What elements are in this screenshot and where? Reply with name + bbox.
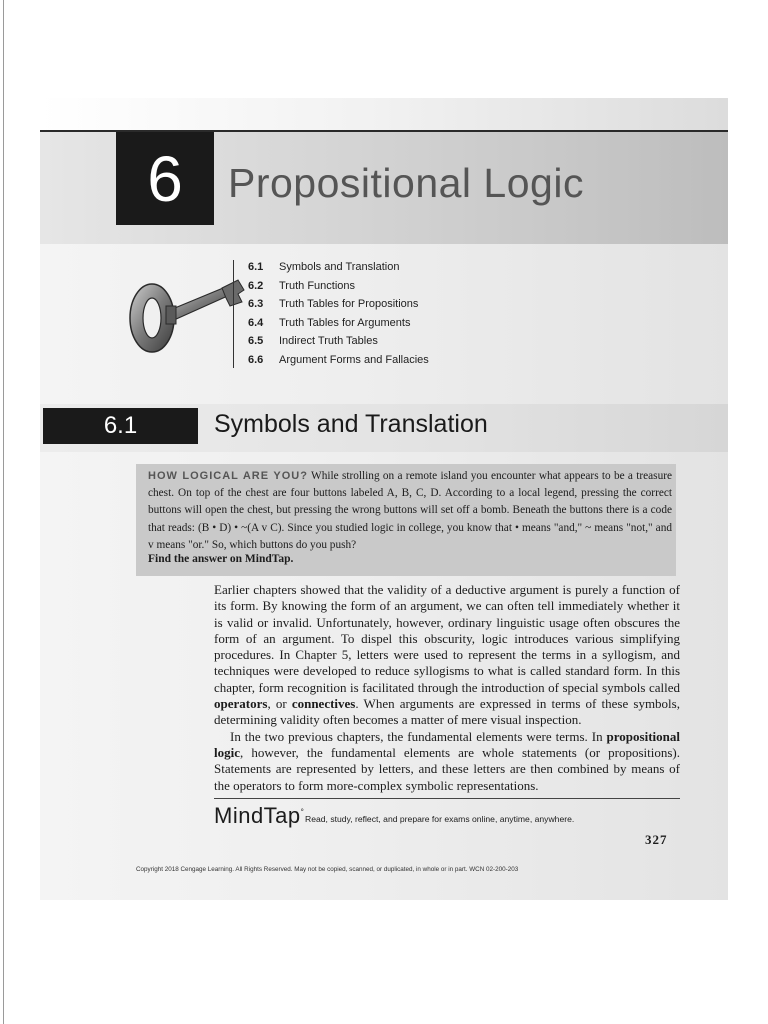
paragraph-text: , however, the fundamental elements are whole statements (or propositions). Statements are represented by letters, and these letters are then combined by means of the operators to form more-complex symbolic representations. <box>214 744 680 793</box>
paragraph-text: Earlier chapters showed that the validity of a deductive argument is purely a function of its form. By knowing the form of an argument, we can often tell immediately whether it is valid or invalid. Unfortunately, however, ordinary linguistic usage often obscures the form of an argument. To dispel this obscurity, logic introduces various simplifying procedures. In Chapter 5, letters were used to represent the terms in a syllogism, and techniques were developed to reduce syllogisms to what is called standard form. In this chapter, form recognition is facilitated through the introduction of special symbols called <box>214 582 680 695</box>
toc-item <box>248 314 429 333</box>
term-connectives: connectives <box>291 696 356 712</box>
chapter-title: Propositional Logic <box>228 160 584 206</box>
mindtap-logo-text: MindTap <box>214 803 301 828</box>
term-operators: operators <box>214 696 268 712</box>
paragraph-text: In the two previous chapters, the fundamental elements were terms. In <box>230 728 607 744</box>
toc-item-number: 6.2 <box>248 279 264 292</box>
teaser-lead: HOW LOGICAL ARE YOU? <box>148 470 308 482</box>
chapter-number: 6 <box>147 142 183 215</box>
teaser-body: While strolling on a remote island you encounter what appears to be a treasure chest. On top of the chest are four buttons labeled A, B, C, D. According to a local legend, pressing the correct buttons will open the chest, but pressing the wrong buttons will set off a bomb. Beneath the buttons there is a code that reads: (B • D) • ~(A v C). Since you studied logic in college, you know that • means "and," ~ means "not," and v means "or." So, which buttons do you push? <box>148 470 672 551</box>
mindtap-tagline: Read, study, reflect, and prepare for exams online, anytime, anywhere. <box>305 814 575 824</box>
paragraph <box>214 582 680 729</box>
section-title: Symbols and Translation <box>214 410 488 438</box>
footer-rule <box>214 798 680 799</box>
section-number-box <box>43 408 198 444</box>
toc-item <box>248 351 429 370</box>
page-number: 327 <box>645 832 668 847</box>
toc-item <box>248 332 429 351</box>
toc-item-number: 6.3 <box>248 298 264 310</box>
toc-item-number: 6.6 <box>248 353 264 366</box>
teaser-cta: Find the answer on MindTap. <box>148 553 294 565</box>
chapter-number-box <box>116 132 214 225</box>
body-text <box>214 582 680 794</box>
toc-item-number: 6.5 <box>248 335 264 347</box>
toc-item-label: Symbols and Translation <box>279 261 400 273</box>
mindtap-logo-mark: ° <box>300 807 305 817</box>
teaser-text <box>148 468 672 554</box>
copyright-notice: Copyright 2018 Cengage Learning. All Rights Reserved. May not be copied, scanned, or duplicated, in whole or in part. WCN 02-200-203 <box>136 866 519 873</box>
chapter-toc <box>248 258 429 369</box>
scan-top-shading <box>40 98 728 132</box>
mindtap-logo <box>214 803 304 829</box>
paragraph-text: , or <box>267 696 292 712</box>
toc-item-label: Truth Functions <box>279 279 356 292</box>
paragraph-text: . When arguments are expressed in terms of these symbols, determining validity often becomes a matter of mere visual inspection. <box>214 696 680 728</box>
toc-item <box>248 277 429 296</box>
paragraph <box>214 729 680 794</box>
term-propositional-logic: propositional logic <box>214 728 680 760</box>
toc-item-label: Truth Tables for Propositions <box>279 298 419 310</box>
section-number: 6.1 <box>103 412 138 439</box>
toc-item-label: Truth Tables for Arguments <box>279 316 411 329</box>
page-edge <box>3 0 4 1024</box>
toc-item <box>248 258 429 277</box>
toc-item-label: Argument Forms and Fallacies <box>279 353 429 366</box>
toc-item-number: 6.4 <box>248 316 264 329</box>
toc-item <box>248 295 429 314</box>
toc-item-label: Indirect Truth Tables <box>279 335 378 347</box>
key-icon <box>126 268 250 356</box>
toc-divider <box>233 260 234 368</box>
toc-item-number: 6.1 <box>248 261 264 273</box>
